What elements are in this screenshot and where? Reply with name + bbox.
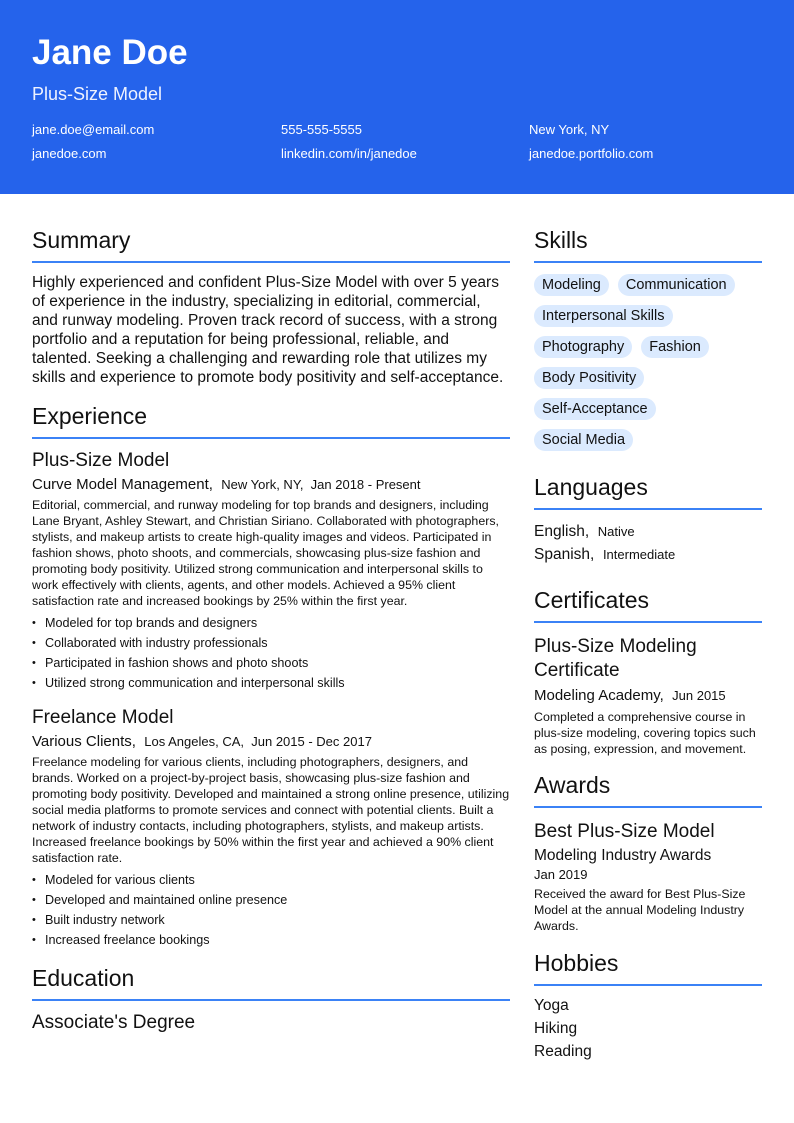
skills-heading: Skills [534,226,762,263]
skill-chip: Social Media [534,429,633,451]
certificate-name: Plus-Size Modeling Certificate [534,636,697,681]
job-description: Editorial, commercial, and runway modeling for top brands and designers, including Lane Bryant, Ashley Stewart, and Christian Siriano. Collaborated with photographers, stylists, and makeup artists to create high-quality images and videos. Participated in fashion shows, photo shoots, and commercials, showcasing plus-size fashion and promoting body positivity. Utilized strong communication and interpersonal skills to work effectively with clients, agents, and other models. Achieved a 95% client satisfaction rate and increased bookings by 25% within the first year. [32,498,499,608]
language-level: Intermediate [602,547,676,562]
contact-linkedin[interactable]: linkedin.com/in/janedoe [281,146,417,161]
education-section [32,964,510,1034]
contact-phone[interactable]: 555-555-5555 [281,122,362,137]
hobbies-section [534,949,762,1063]
main-column [32,226,510,1049]
job-title: Plus-Size Model [32,450,170,471]
job-bullet: • Participated in fashion shows and photo shoots [32,653,510,673]
job-bullet: • Built industry network [32,910,510,930]
summary-section [32,226,510,387]
certificate-meta: Modeling Academy, Jun 2015 [534,687,726,704]
job-entry [32,707,510,950]
job-dates: Jan 2018 - Present [310,477,421,492]
contact-location: New York, NY [529,122,610,137]
contact-website[interactable]: janedoe.com [32,146,107,161]
award-name: Best Plus-Size Model [534,821,715,842]
certificate-description: Completed a comprehensive course in plus-size modeling, covering topics such as posing, expression, and movement. [534,710,756,756]
skill-chip: Interpersonal Skills [534,305,673,327]
job-bullets [32,613,510,693]
award-issuer: Modeling Industry Awards [534,847,712,864]
job-location: New York, NY [221,477,300,492]
hobbies-heading: Hobbies [534,949,762,986]
hobby-item: Reading [534,1043,592,1060]
job-meta: Various Clients, Los Angeles, CA, Jun 2015 - Dec 2017 [32,733,372,750]
languages-section [534,473,762,566]
language-name: Spanish [534,546,591,563]
summary-heading: Summary [32,226,510,263]
job-location: Los Angeles, CA [144,734,241,749]
certificate-issuer: Modeling Academy [534,687,660,704]
education-degree: Associate's Degree [32,1012,196,1033]
award-date: Jan 2019 [534,867,588,882]
candidate-role: Plus-Size Model [32,84,163,104]
experience-section [32,402,510,950]
candidate-name: Jane Doe [32,33,188,72]
job-bullet: • Increased freelance bookings [32,930,510,950]
job-entry [32,450,510,693]
job-meta: Curve Model Management, New York, NY, Jan 2018 - Present [32,476,421,493]
award-description: Received the award for Best Plus-Size Model at the annual Modeling Industry Awards. [534,887,746,933]
contact-email[interactable]: jane.doe@email.com [32,122,155,137]
sidebar-column [534,226,762,1079]
skill-chip: Modeling [534,274,609,296]
language-item: English, Native [534,523,635,540]
certificates-section [534,586,762,757]
skills-section [534,226,762,451]
skill-chip: Fashion [641,336,709,358]
job-dates: Jun 2015 - Dec 2017 [251,734,372,749]
languages-heading: Languages [534,473,762,510]
job-bullet: • Modeled for top brands and designers [32,613,510,633]
skill-chip: Communication [618,274,735,296]
certificates-heading: Certificates [534,586,762,623]
language-item: Spanish, Intermediate [534,546,676,563]
job-bullet: • Developed and maintained online presence [32,890,510,910]
job-description: Freelance modeling for various clients, including photographers, designers, and brands. Worked on a project-by-project basis, showcasing plus-size fashion and promoting body positivity. Developed and maintained a strong online presence, utilizing social media platforms to promote services and connect with potential clients. Built a network of industry contacts, including photographers, stylists, and makeup artists. Increased freelance bookings by 50% within the first year and achieved a 90% client satisfaction rate. [32,755,510,865]
skill-chip: Self-Acceptance [534,398,656,420]
experience-heading: Experience [32,402,510,439]
education-heading: Education [32,964,510,1001]
job-bullet: • Collaborated with industry professionals [32,633,510,653]
job-bullets [32,870,510,950]
awards-section [534,771,762,934]
language-name: English [534,523,585,540]
job-company: Curve Model Management [32,476,209,493]
skill-chip: Photography [534,336,632,358]
certificate-date: Jun 2015 [672,688,726,703]
language-level: Native [597,524,635,539]
awards-heading: Awards [534,771,762,808]
summary-text: Highly experienced and confident Plus-Size Model with over 5 years of experience in the industry, specializing in editorial, commercial, and runway modeling. Proven track record of success, with a strong portfolio and a reputation for being professional, reliable, and talented. Seeking a challenging and rewarding role that utilizes my skills and experience to promote body positivity and self-acceptance. [32,274,504,386]
skills-list [534,273,762,451]
job-company: Various Clients [32,733,132,750]
job-bullet: • Modeled for various clients [32,870,510,890]
contact-portfolio[interactable]: janedoe.portfolio.com [529,146,654,161]
job-title: Freelance Model [32,707,174,728]
resume-header [0,0,794,194]
hobby-item: Hiking [534,1020,578,1037]
job-bullet: • Utilized strong communication and interpersonal skills [32,673,510,693]
skill-chip: Body Positivity [534,367,644,389]
hobby-item: Yoga [534,997,569,1014]
